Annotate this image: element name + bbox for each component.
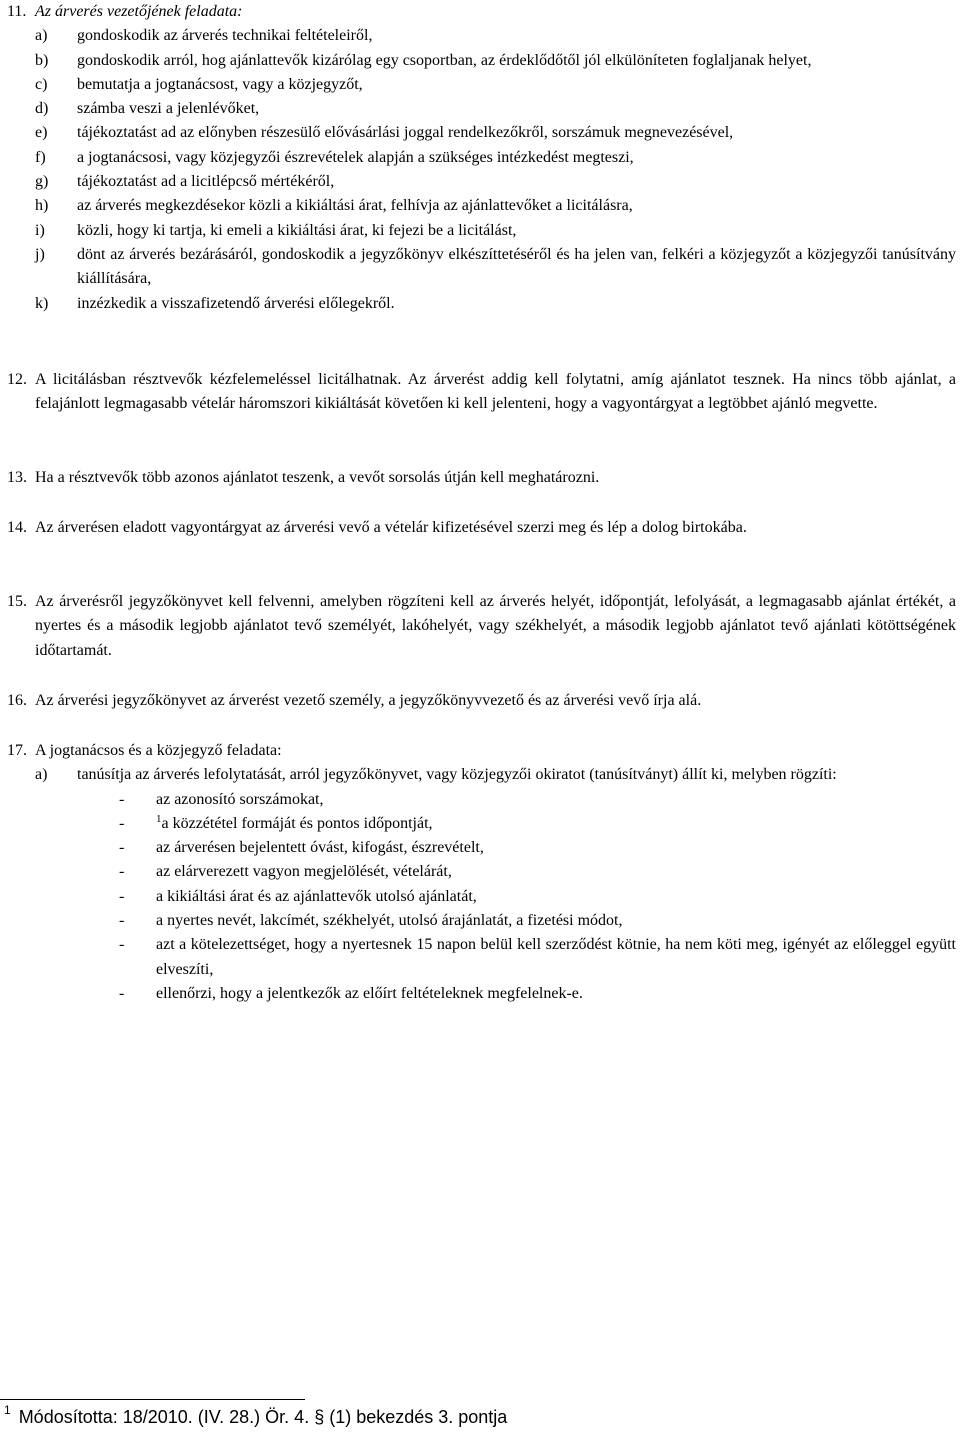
- list-item-text: tájékoztatást ad a licitlépcső mértékéről,: [77, 173, 335, 191]
- list-item-text: tanúsítja az árverés lefolytatását, arról jegyzőkönyvet, vagy közjegyzői okiratot (tanúsítványt) állít ki, melyben rögzíti:: [77, 766, 837, 784]
- section-number: 14.: [7, 519, 27, 536]
- list-item-label: k): [35, 294, 49, 312]
- list-item: [7, 170, 956, 194]
- list-item-text: dönt az árverés bezárásáról, gondoskodik a jegyzőkönyv elkészíttetéséről és ha jelen van, felkéri a közjegyzőt a közjegyzői tanúsítvány kiállítására,: [77, 245, 956, 288]
- section-15-paragraph: [7, 590, 956, 663]
- section-text: A licitálásban résztvevők kézfelemeléssel licitálhatnak. Az árverést addig kell folytatni, amíg ajánlatot tesznek. Ha nincs több ajánlat, a felajánlott legmagasabb vételár háromszori kikiáltását követően ki kell jelenteni, hogy a vagyontárgyat a legtöbbet ajánló megvette.: [35, 371, 956, 413]
- dash-bullet: -: [119, 984, 125, 1002]
- section-title: Az árverés vezetőjének feladata:: [35, 3, 243, 20]
- list-item: [7, 73, 956, 97]
- section-13: [7, 466, 956, 490]
- list-item-label: f): [35, 148, 46, 166]
- list-item-label: j): [35, 245, 45, 263]
- list-item-text: közli, hogy ki tartja, ki emeli a kikiáltási árat, ki fejezi be a licitálást,: [77, 221, 517, 239]
- footnote-text: Módosította: 18/2010. (IV. 28.) Ör. 4. § (1) bekezdés 3. pontja: [18, 1407, 508, 1427]
- list-item-label: a): [35, 27, 48, 45]
- sub-list-item-text: a kikiáltási árat és az ajánlattevők utolsó ajánlatát,: [156, 887, 477, 905]
- list-item: [7, 146, 956, 170]
- list-item: [7, 49, 956, 73]
- list-item-text: a jogtanácsosi, vagy közjegyzői észrevételek alapján a szükséges intézkedést megteszi,: [77, 148, 634, 166]
- dash-bullet: -: [119, 936, 125, 954]
- list-item: [7, 219, 956, 243]
- section-14-paragraph: [7, 516, 956, 540]
- list-item: [7, 24, 956, 48]
- list-item-label: h): [35, 197, 49, 215]
- list-item-text: gondoskodik az árverés technikai feltételeiről,: [77, 27, 373, 45]
- list-item-text: inzézkedik a visszafizetendő árverési előlegekről.: [77, 294, 395, 312]
- section-number: 11.: [7, 3, 27, 20]
- sub-list: [108, 788, 956, 1007]
- section-17-heading: [7, 739, 956, 763]
- list-item-label: b): [35, 51, 49, 69]
- sub-list-item: [108, 860, 956, 884]
- list-item-text: gondoskodik arról, hog ajánlattevők kizárólag egy csoportban, az érdeklődőtől jól elkülöníteten foglaljanak helyet,: [77, 51, 812, 69]
- dash-bullet: -: [119, 912, 125, 930]
- section-title: A jogtanácsos és a közjegyző feladata:: [35, 742, 282, 759]
- section-text: Az árverésről jegyzőkönyvet kell felvenni, amelyben rögzíteni kell az árverés helyét, időpontját, lefolyását, a legmagasabb ajánlat értékét, a nyertes és a második legjobb ajánlatot tevő személyét, lakóhelyét, vagy székhelyét, a második legjobb ajánlatot tevő ajánlati kötöttségének időtartamát.: [35, 593, 956, 659]
- sub-list-item-text: a nyertes nevét, lakcímét, székhelyét, utolsó árajánlatát, a fizetési módot,: [156, 912, 623, 930]
- dash-bullet: -: [119, 790, 125, 808]
- section-number: 16.: [7, 692, 27, 709]
- section-number: 17.: [7, 742, 27, 759]
- list-item-label: e): [35, 124, 48, 142]
- sub-list-item-text: az azonosító sorszámokat,: [156, 790, 324, 808]
- list-item: [7, 763, 956, 787]
- section-12: [7, 368, 956, 417]
- list-item: [7, 121, 956, 145]
- list-item-text: bemutatja a jogtanácsost, vagy a közjegyzőt,: [77, 75, 363, 93]
- section-number: 13.: [7, 469, 27, 486]
- section-11-heading: [7, 0, 956, 24]
- section-number: 15.: [7, 593, 27, 610]
- dash-bullet: -: [119, 814, 125, 832]
- sub-list-item: [108, 982, 956, 1006]
- section-16: [7, 689, 956, 713]
- footnote-number: 1: [4, 1403, 11, 1417]
- sub-list-item-text: az elárverezett vagyon megjelölését, vételárát,: [156, 863, 452, 881]
- list-item-text: tájékoztatást ad az előnyben részesülő elővásárlási joggal rendelkezőkről, sorszámuk megnevezésével,: [77, 124, 734, 142]
- sub-list-item: [108, 933, 956, 982]
- footnote-reference[interactable]: 1: [156, 812, 162, 825]
- section-14: [7, 516, 956, 540]
- section-15: [7, 590, 956, 663]
- dash-bullet: -: [119, 839, 125, 857]
- section-11: [7, 0, 956, 316]
- dash-bullet: -: [119, 863, 125, 881]
- section-text: Ha a résztvevők több azonos ajánlatot teszenk, a vevőt sorsolás útján kell meghatározni.: [35, 469, 600, 486]
- sub-list-item: [108, 885, 956, 909]
- list-item-text: az árverés megkezdésekor közli a kikiáltási árat, felhívja az ajánlattevőket a licitálásra,: [77, 197, 633, 215]
- sub-list-item: [108, 788, 956, 812]
- section-16-paragraph: [7, 689, 956, 713]
- section-13-paragraph: [7, 466, 956, 490]
- sub-list-item-text: az árverésen bejelentett óvást, kifogást, észrevételt,: [156, 839, 484, 857]
- sub-list-item-text: ellenőrzi, hogy a jelentkezők az előírt feltételeknek megfelelnek-e.: [156, 984, 583, 1002]
- list-item-label: i): [35, 221, 45, 239]
- section-12-paragraph: [7, 368, 956, 417]
- sub-list-item: [108, 836, 956, 860]
- section-text: Az árverési jegyzőkönyvet az árverést vezető személy, a jegyzőkönyvvezető és az árverési vevő írja alá.: [35, 692, 702, 709]
- list-item: [7, 194, 956, 218]
- sub-list-item: [108, 812, 956, 836]
- sub-list-item: [108, 909, 956, 933]
- list-item: [7, 243, 956, 292]
- list-item-label: g): [35, 173, 49, 191]
- footnote-separator: [0, 1399, 305, 1400]
- list-item-label: d): [35, 100, 49, 118]
- dash-bullet: -: [119, 887, 125, 905]
- list-item-label: a): [35, 766, 48, 784]
- list-item-label: c): [35, 75, 48, 93]
- list-item: [7, 97, 956, 121]
- list-item-text: számba veszi a jelenlévőket,: [77, 100, 260, 118]
- list-item: [7, 292, 956, 316]
- section-number: 12.: [7, 371, 27, 388]
- section-text: Az árverésen eladott vagyontárgyat az árverési vevő a vételár kifizetésével szerzi meg és lép a dolog birtokába.: [35, 519, 747, 536]
- sub-list-item-text: a közzététel formáját és pontos időpontját,: [161, 814, 433, 832]
- sub-list-item-text: azt a kötelezettséget, hogy a nyertesnek 15 napon belül kell szerződést kötnie, ha nem köti meg, igényét az előleggel együtt elveszíti,: [156, 936, 956, 978]
- footnote: [0, 1404, 507, 1430]
- section-17: [7, 739, 956, 1006]
